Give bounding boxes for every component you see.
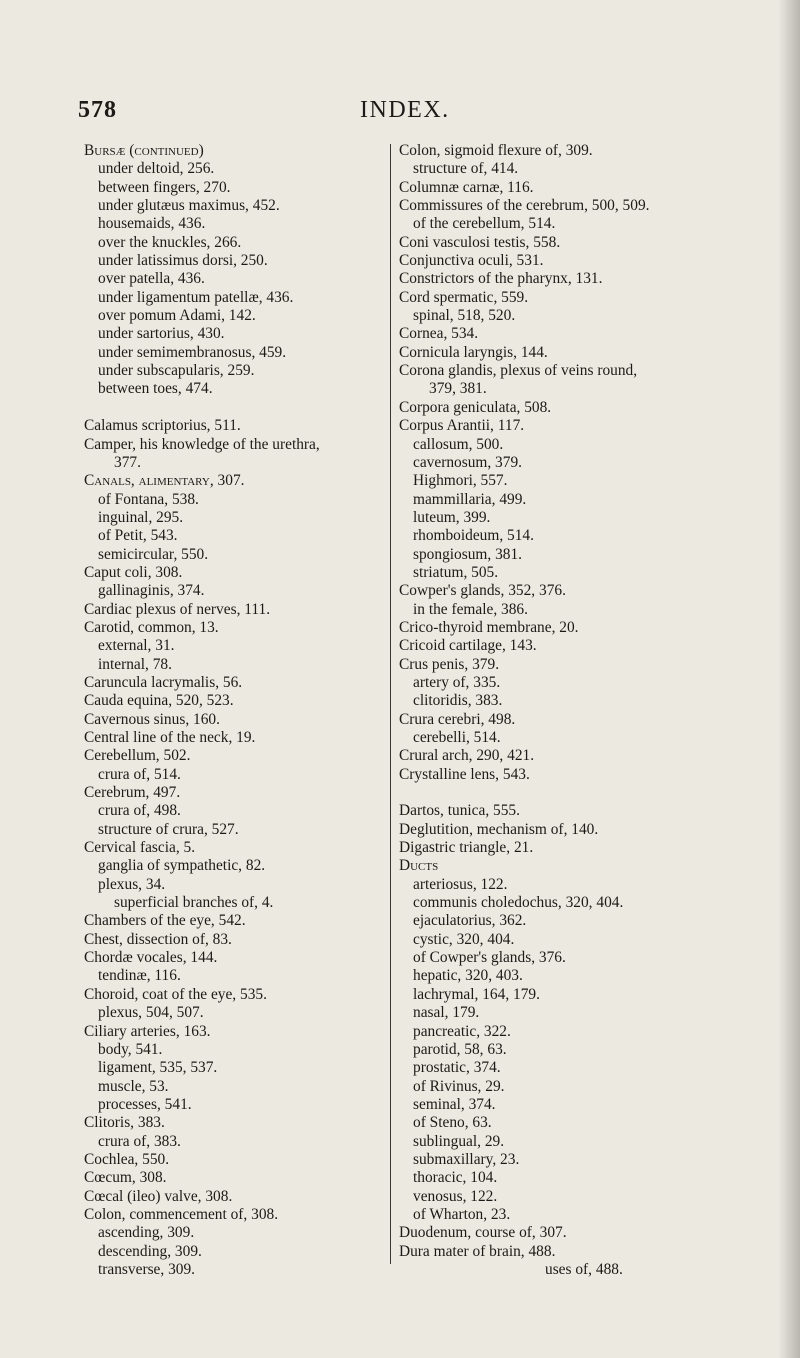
index-subentry: mammillaria, 499.	[413, 490, 527, 508]
index-column-left	[84, 142, 384, 1279]
index-subentry: structure of crura, 527.	[98, 820, 239, 838]
index-subentry: ganglia of sympathetic, 82.	[98, 857, 266, 875]
index-entry: Commissures of the cerebrum, 500, 509.	[399, 197, 650, 215]
index-entry: Carotid, common, 13.	[84, 618, 219, 636]
index-subentry: over the knuckles, 266.	[98, 233, 242, 251]
index-entry: Caput coli, 308.	[84, 563, 183, 581]
index-subentry: internal, 78.	[98, 655, 172, 673]
index-subentry: of Rivinus, 29.	[413, 1077, 505, 1095]
index-subentry: of Steno, 63.	[413, 1114, 492, 1132]
index-subentry: semicircular, 550.	[98, 545, 209, 563]
index-entry: Corpus Arantii, 117.	[399, 417, 525, 435]
index-entry: Digastric triangle, 21.	[399, 839, 534, 857]
index-entry: Chest, dissection of, 83.	[84, 930, 232, 948]
index-entry: Conjunctiva oculi, 531.	[399, 252, 544, 270]
index-entry: Cervical fascia, 5.	[84, 839, 196, 857]
index-subentry: between toes, 474.	[98, 380, 213, 398]
index-entry: Crus penis, 379.	[399, 655, 500, 673]
index-subentry: descending, 309.	[98, 1242, 202, 1260]
index-subentry: parotid, 58, 63.	[413, 1040, 507, 1058]
index-subentry: under ligamentum patellæ, 436.	[98, 288, 294, 306]
index-subentry: communis choledochus, 320, 404.	[413, 894, 624, 912]
index-subentry: muscle, 53.	[98, 1077, 169, 1095]
index-subentry: spinal, 518, 520.	[413, 307, 516, 325]
entry-spacer	[84, 399, 384, 417]
index-entry: Cœcum, 308.	[84, 1169, 167, 1187]
index-subentry: submaxillary, 23.	[413, 1150, 520, 1168]
index-subentry: pancreatic, 322.	[413, 1022, 511, 1040]
entry-spacer	[399, 784, 739, 802]
index-subentry: artery of, 335.	[413, 673, 501, 691]
index-entry: Cowper's glands, 352, 376.	[399, 582, 566, 600]
index-subentry: over patella, 436.	[98, 270, 205, 288]
index-subentry: under latissimus dorsi, 250.	[98, 252, 268, 270]
index-subentry: gallinaginis, 374.	[98, 582, 205, 600]
index-subentry: external, 31.	[98, 637, 175, 655]
index-entry: Cricoid cartilage, 143.	[399, 637, 537, 655]
index-entry: Clitoris, 383.	[84, 1114, 165, 1132]
index-subentry: venosus, 122.	[413, 1187, 498, 1205]
index-entry: Corona glandis, plexus of veins round,	[399, 362, 638, 380]
index-subentry: over pomum Adami, 142.	[98, 307, 256, 325]
index-entry: Cardiac plexus of nerves, 111.	[84, 600, 271, 618]
index-entry: Cord spermatic, 559.	[399, 288, 529, 306]
index-subentry: plexus, 34.	[98, 875, 166, 893]
index-entry: Cerebellum, 502.	[84, 747, 191, 765]
index-entry: Crura cerebri, 498.	[399, 710, 516, 728]
index-subentry: in the female, 386.	[413, 600, 528, 618]
index-entry: Cerebrum, 497.	[84, 784, 181, 802]
index-subentry: crura of, 383.	[98, 1132, 181, 1150]
index-subentry: Highmori, 557.	[413, 472, 508, 490]
index-subentry: cystic, 320, 404.	[413, 930, 515, 948]
index-subentry: tendinæ, 116.	[98, 967, 181, 985]
index-subentry: 377.	[114, 453, 141, 471]
index-subentry: under subscapularis, 259.	[98, 362, 255, 380]
index-entry: Ducts	[399, 857, 439, 875]
page-number: 578	[78, 97, 117, 123]
index-subentry: of Fontana, 538.	[98, 490, 199, 508]
index-subentry: spongiosum, 381.	[413, 545, 523, 563]
index-entry: Colon, sigmoid flexure of, 309.	[399, 142, 593, 159]
index-entry: Cornea, 534.	[399, 325, 479, 343]
index-entry: Crural arch, 290, 421.	[399, 747, 535, 765]
index-subentry: ejaculatorius, 362.	[413, 912, 527, 930]
index-entry: Canals, alimentary, 307.	[84, 472, 245, 490]
index-subentry: inguinal, 295.	[98, 508, 184, 526]
index-subentry: clitoridis, 383.	[413, 692, 503, 710]
index-entry: Central line of the neck, 19.	[84, 729, 256, 746]
index-subentry: superficial branches of, 4.	[114, 894, 274, 912]
index-entry: Camper, his knowledge of the urethra,	[84, 435, 320, 453]
index-entry: Cauda equina, 520, 523.	[84, 692, 234, 710]
index-subentry: sublingual, 29.	[413, 1132, 505, 1150]
index-subentry: ligament, 535, 537.	[98, 1059, 218, 1077]
index-entry: Cornicula laryngis, 144.	[399, 343, 548, 361]
index-entry: Cœcal (ileo) valve, 308.	[84, 1187, 233, 1205]
index-subentry: seminal, 374.	[413, 1095, 496, 1113]
index-entry: Dura mater of brain, 488.	[399, 1242, 556, 1260]
index-entry: Crico-thyroid membrane, 20.	[399, 618, 579, 636]
index-subentry: structure of, 414.	[413, 160, 519, 178]
index-subentry: of Petit, 543.	[98, 527, 178, 545]
index-entry: Calamus scriptorius, 511.	[84, 417, 241, 435]
index-subentry: hepatic, 320, 403.	[413, 967, 523, 985]
index-subentry: cavernosum, 379.	[413, 453, 522, 471]
index-subentry: transverse, 309.	[98, 1260, 196, 1278]
index-entry: Caruncula lacrymalis, 56.	[84, 673, 243, 691]
index-entry: Choroid, coat of the eye, 535.	[84, 985, 267, 1003]
index-subentry: luteum, 399.	[413, 508, 491, 526]
index-subentry: under glutæus maximus, 452.	[98, 197, 280, 215]
index-entry: Bursæ (continued)	[84, 142, 204, 159]
index-subentry: striatum, 505.	[413, 563, 499, 581]
index-subentry: of Wharton, 23.	[413, 1205, 511, 1223]
index-entry: Constrictors of the pharynx, 131.	[399, 270, 603, 288]
index-subentry: lachrymal, 164, 179.	[413, 985, 540, 1003]
index-subentry: under sartorius, 430.	[98, 325, 225, 343]
index-entry: Chordæ vocales, 144.	[84, 949, 218, 967]
index-subentry: rhomboideum, 514.	[413, 527, 534, 545]
index-subentry: nasal, 179.	[413, 1004, 480, 1022]
index-entry: Ciliary arteries, 163.	[84, 1022, 211, 1040]
index-entry: Dartos, tunica, 555.	[399, 802, 520, 820]
index-subentry: body, 541.	[98, 1040, 163, 1058]
index-entry: Corpora geniculata, 508.	[399, 398, 552, 416]
index-subentry: of the cerebellum, 514.	[413, 215, 556, 233]
index-subentry: crura of, 498.	[98, 802, 181, 820]
index-entry: Duodenum, course of, 307.	[399, 1224, 567, 1242]
index-subentry: crura of, 514.	[98, 765, 181, 783]
index-subentry: ascending, 309.	[98, 1224, 195, 1242]
index-entry: Chambers of the eye, 542.	[84, 912, 246, 930]
page-edge-shadow	[778, 0, 800, 1358]
index-subentry: uses of, 488.	[545, 1260, 623, 1278]
index-entry: Columnæ carnæ, 116.	[399, 178, 534, 196]
index-entry: Cavernous sinus, 160.	[84, 710, 220, 728]
index-entry: Colon, commencement of, 308.	[84, 1205, 279, 1223]
index-subentry: plexus, 504, 507.	[98, 1004, 204, 1022]
index-entry: Coni vasculosi testis, 558.	[399, 233, 561, 251]
index-subentry: of Cowper's glands, 376.	[413, 949, 566, 967]
index-subentry: under deltoid, 256.	[98, 160, 215, 178]
index-subentry: housemaids, 436.	[98, 215, 206, 233]
running-head: INDEX.	[360, 97, 450, 123]
index-subentry: 379, 381.	[429, 380, 487, 398]
index-entry: Deglutition, mechanism of, 140.	[399, 820, 599, 838]
index-subentry: arteriosus, 122.	[413, 875, 508, 893]
index-subentry: prostatic, 374.	[413, 1059, 501, 1077]
index-subentry: between fingers, 270.	[98, 178, 231, 196]
index-subentry: thoracic, 104.	[413, 1169, 498, 1187]
index-column-right	[391, 142, 739, 1279]
index-subentry: cerebelli, 514.	[413, 729, 501, 746]
index-subentry: callosum, 500.	[413, 435, 504, 453]
index-entry: Cochlea, 550.	[84, 1150, 170, 1168]
index-entry: Crystalline lens, 543.	[399, 765, 530, 783]
index-subentry: under semimembranosus, 459.	[98, 343, 287, 361]
index-subentry: processes, 541.	[98, 1095, 192, 1113]
